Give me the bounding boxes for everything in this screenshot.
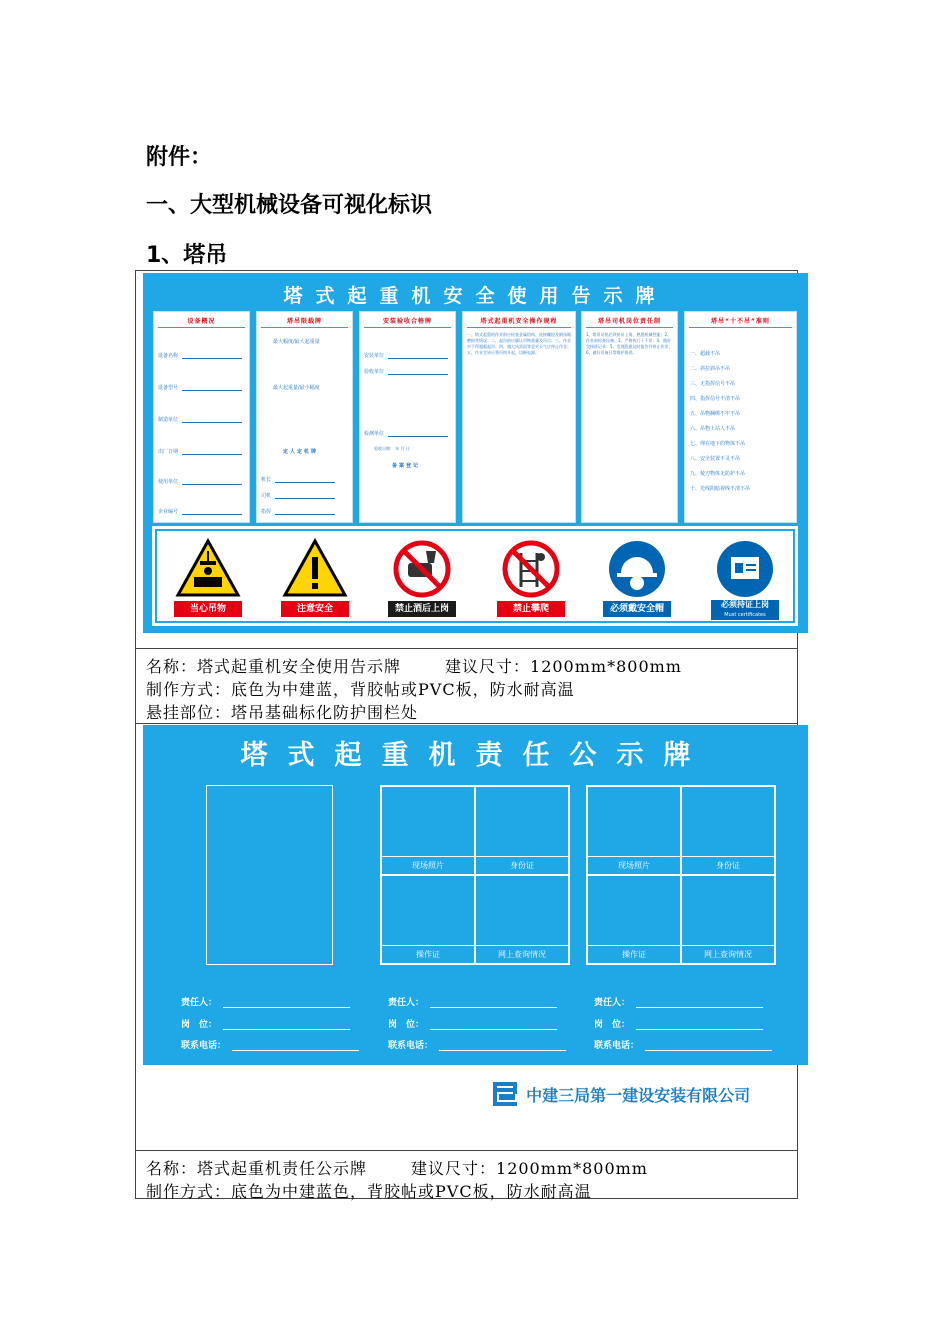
no-drinking-icon: 禁止酒后上岗	[388, 537, 456, 617]
company-logo: 中建三局第一建设安装有限公司	[493, 1082, 750, 1108]
panel-ten-no-lift	[684, 311, 797, 523]
resp-position-2: 岗 位：	[388, 1017, 557, 1030]
resp-person-2: 责任人：	[388, 995, 557, 1008]
panel-head: 设备概况	[187, 318, 216, 325]
field: 指挥	[261, 508, 335, 515]
caption-sign2: 名称：塔式起重机责任公示牌 建议尺寸：1200mm*800mm 制作方式：底色为中建蓝色，背胶帖或PVC板，防水耐高温	[136, 1150, 797, 1209]
info-grid-1: 现场照片 身份证 操作证 网上查询情况	[380, 785, 570, 965]
attachment-heading: 附件：	[146, 145, 213, 170]
resp-phone-1: 联系电话：	[181, 1038, 359, 1051]
field: 检测单位	[364, 430, 448, 437]
panel-load-limit	[256, 311, 353, 523]
field: 最大起重量/最小幅度	[273, 385, 320, 391]
field: 使用单位	[158, 478, 242, 485]
panel-head: 塔吊限载牌	[286, 318, 322, 325]
rule-item: 六、吊物上站人不吊	[690, 426, 736, 432]
panel-driver-duty	[581, 311, 678, 523]
person-title: 定人定机牌	[283, 449, 319, 455]
tower-crane-safety-sign	[143, 273, 808, 633]
resp-phone-2: 联系电话：	[388, 1038, 566, 1051]
cscec-logo-icon	[493, 1082, 517, 1106]
panel-head: 塔吊司机岗位责任制	[597, 318, 661, 325]
field: 机长	[261, 476, 335, 483]
panel-head: 安装验收合格牌	[382, 318, 432, 325]
warning-hanging-load-icon: 当心吊物	[174, 537, 242, 617]
section-heading: 一、大型机械设备可视化标识	[146, 193, 433, 218]
duty-text: 1、塔吊司机必须持证上岗，熟悉机械性能；2、作业前检查设备；3、严格执行十不吊；4、做好交接班记录；5、发现隐患及时报告并停止作业；6、做好设备日常维护保养。	[586, 332, 673, 355]
hard-hat-icon: 必须戴安全帽	[603, 537, 671, 617]
rule-item: 三、无指挥信号不吊	[690, 381, 736, 387]
rule-item: 八、安全装置不灵不吊	[690, 456, 741, 462]
resp-position-3: 岗 位：	[594, 1017, 763, 1030]
panel-head: 塔式起重机安全操作规程	[480, 318, 558, 325]
field: 制造单位	[158, 416, 242, 423]
field: 验收单位	[364, 368, 448, 375]
resp-phone-3: 联系电话：	[594, 1038, 772, 1051]
field: 最大幅度/最大起重量	[273, 339, 320, 345]
rule-item: 五、吊物捆绑不牢不吊	[690, 411, 741, 417]
sign2-title: 塔式起重机责任公示牌	[240, 740, 711, 771]
field: 安装单位	[364, 352, 448, 359]
panel-head: 塔吊“十不吊”准则	[711, 318, 770, 325]
caption-sign1: 名称：塔式起重机安全使用告示牌 建议尺寸：1200mm*800mm 制作方式：底色为中建蓝，背胶帖或PVC板，防水耐高温 悬挂部位：塔吊基础标化防护围栏处	[136, 648, 797, 730]
field: 出厂日期	[158, 448, 242, 455]
field: 设备名称	[158, 352, 242, 359]
record-label: 备案登记	[392, 463, 421, 469]
resp-person-3: 责任人：	[594, 995, 763, 1008]
rule-item: 七、埋在地下的物体不吊	[690, 441, 746, 447]
caution-icon: 注意安全	[281, 537, 349, 617]
field: 司机	[261, 492, 335, 499]
panel-equipment-overview	[153, 311, 250, 523]
date-line: 验收日期： 年 月 日	[374, 446, 410, 451]
rule-item: 九、棱刃物体无防护不吊	[690, 471, 746, 477]
rules-text: 一、塔式起重机作业前应检查金属结构、连接螺栓及钢丝绳磨损等情况；二、起吊前应确认吊物重量及吊点；三、作业中不得超载起吊；四、遇大风雷雨等恶劣天气应停止作业；五、作业完毕应将吊钩升起，切断电源。	[467, 332, 571, 355]
rule-item: 四、指挥信号不清不吊	[690, 396, 741, 402]
panel-acceptance	[359, 311, 456, 523]
subsection-heading: 1、塔吊	[146, 243, 228, 268]
rule-item: 一、超载不吊	[690, 351, 721, 357]
tower-crane-responsibility-sign	[143, 725, 808, 1065]
info-grid-2: 现场照片 身份证 操作证 网上查询情况	[586, 785, 776, 965]
no-climbing-icon: 禁止攀爬	[497, 537, 565, 617]
rule-item: 二、斜拉斜吊不吊	[690, 366, 731, 372]
photo-box	[206, 785, 333, 965]
safety-icon-strip	[155, 529, 795, 623]
resp-person-1: 责任人：	[181, 995, 350, 1008]
certificate-required-icon: 必须持证上岗 Must certificates	[711, 537, 779, 617]
sign1-title: 塔式起重机安全使用告示牌	[283, 285, 668, 307]
panel-operating-rules	[462, 311, 576, 523]
rule-item: 十、光线阴暗视线不清不吊	[690, 486, 751, 492]
resp-position-1: 岗 位：	[181, 1017, 350, 1030]
field: 企业编号	[158, 508, 242, 515]
field: 设备型号	[158, 384, 242, 391]
